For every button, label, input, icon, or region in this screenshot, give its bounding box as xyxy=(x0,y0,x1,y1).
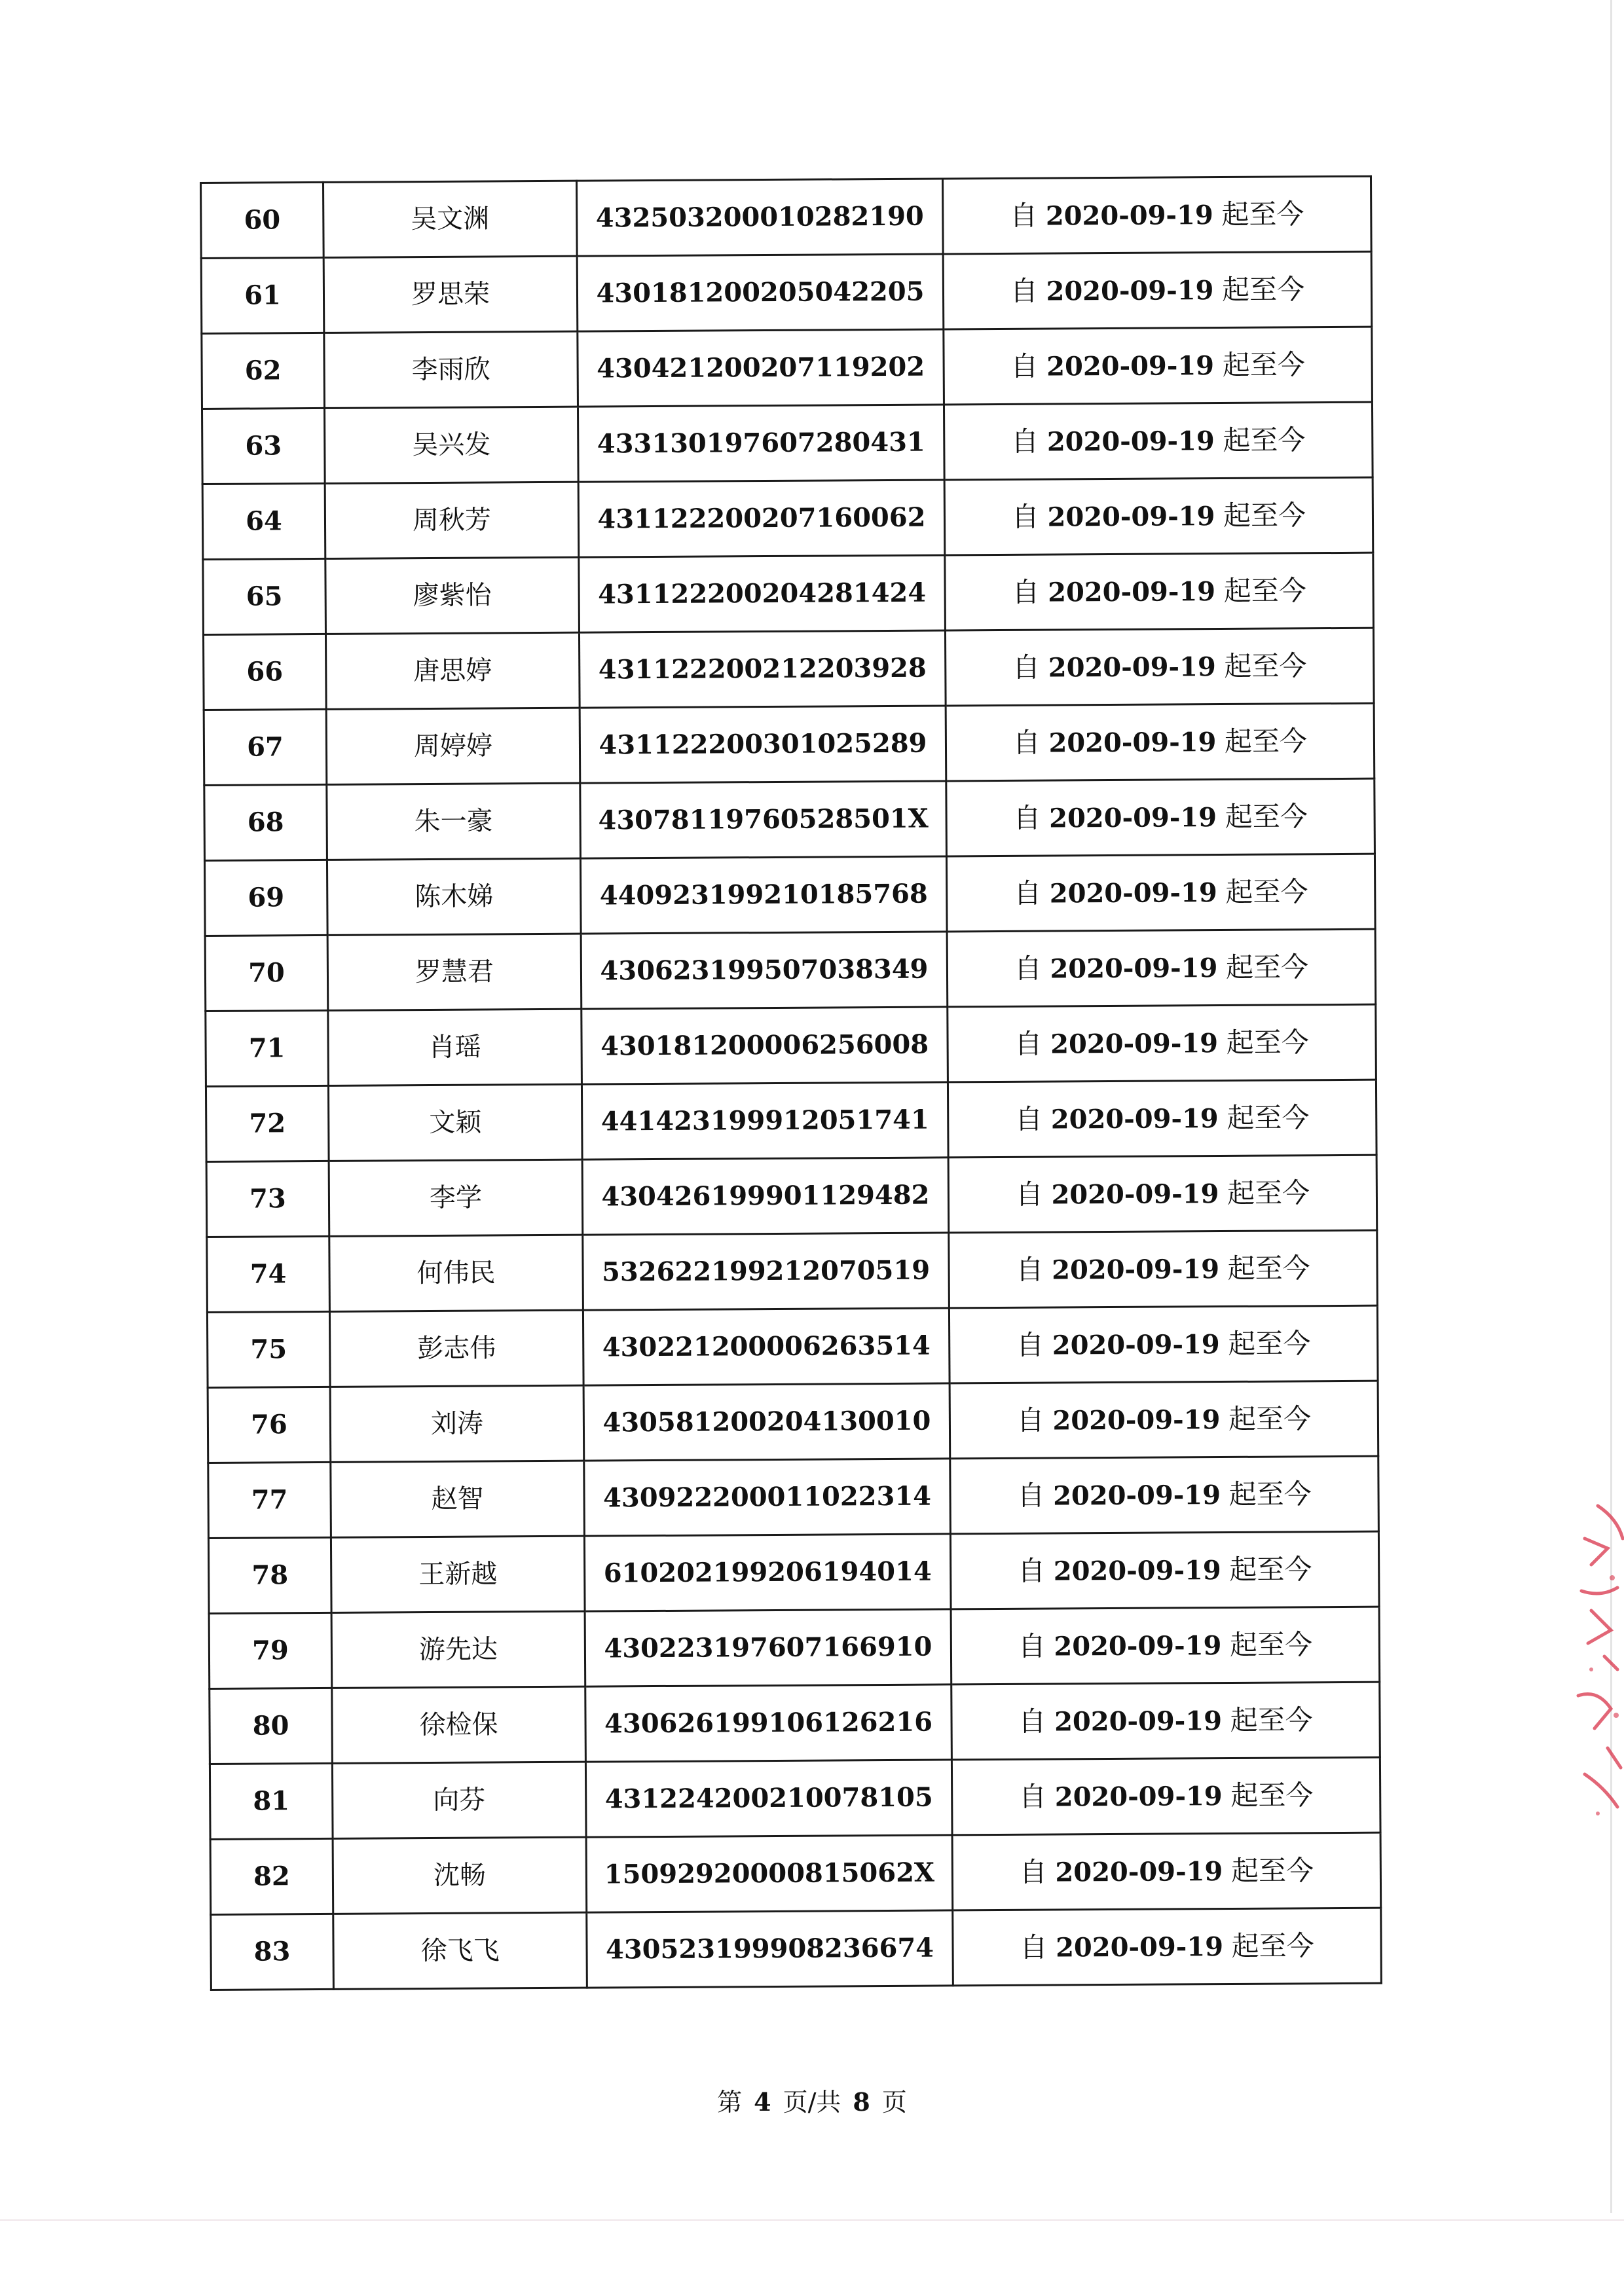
period-date: 2020-09-19 xyxy=(1053,1480,1221,1512)
period-cell xyxy=(948,1155,1377,1233)
table-row xyxy=(210,1757,1380,1839)
table-row xyxy=(208,1381,1378,1463)
table-row xyxy=(204,778,1375,860)
name-cell: 徐检保 xyxy=(332,1686,586,1763)
period-date: 2020-09-19 xyxy=(1054,1630,1222,1662)
period-suffix: 起至今 xyxy=(1221,198,1304,231)
period-suffix: 起至今 xyxy=(1223,424,1306,457)
period-prefix: 自 xyxy=(1014,1027,1043,1060)
name-cell: 罗慧君 xyxy=(327,934,581,1010)
period-prefix: 自 xyxy=(1016,1404,1044,1436)
page-prefix: 第 xyxy=(717,2088,743,2117)
table-row xyxy=(203,628,1374,710)
id-number-cell: 430223197607166910 xyxy=(585,1609,951,1686)
period-date: 2020-09-19 xyxy=(1051,1178,1219,1211)
table-row xyxy=(206,1004,1376,1086)
period-suffix: 起至今 xyxy=(1230,1854,1314,1887)
table-row xyxy=(209,1607,1380,1688)
row-number-cell: 78 xyxy=(208,1537,331,1613)
name-cell: 周婷婷 xyxy=(326,708,580,784)
id-number-cell: 441423199912051741 xyxy=(581,1082,948,1159)
current-page-number: 4 xyxy=(754,2087,771,2117)
period-prefix: 自 xyxy=(1018,1780,1047,1813)
period-suffix: 起至今 xyxy=(1226,1026,1309,1059)
name-cell: 陈木娣 xyxy=(327,858,581,935)
id-number-cell: 430181200205042205 xyxy=(577,254,944,331)
period-suffix: 起至今 xyxy=(1221,273,1305,306)
period-prefix: 自 xyxy=(1012,651,1041,683)
row-number-cell: 80 xyxy=(210,1688,333,1764)
row-number-cell: 76 xyxy=(208,1387,331,1463)
period-date: 2020-09-19 xyxy=(1052,1329,1220,1361)
row-number-cell: 83 xyxy=(211,1914,334,1990)
table-row xyxy=(205,929,1376,1011)
period-date: 2020-09-19 xyxy=(1046,426,1215,458)
name-cell: 廖紫怡 xyxy=(325,557,580,634)
name-cell: 吴兴发 xyxy=(324,407,578,483)
period-prefix: 自 xyxy=(1016,1328,1044,1361)
row-number-cell: 69 xyxy=(204,860,327,936)
period-cell xyxy=(948,1004,1376,1082)
table-row xyxy=(206,1155,1377,1237)
period-cell xyxy=(951,1682,1380,1760)
period-prefix: 自 xyxy=(1010,199,1038,232)
period-date: 2020-09-19 xyxy=(1052,1254,1220,1286)
red-seal-fragment xyxy=(1572,1499,1624,1827)
period-date: 2020-09-19 xyxy=(1048,576,1216,608)
period-suffix: 起至今 xyxy=(1224,725,1308,757)
row-number-cell: 73 xyxy=(206,1161,329,1237)
period-date: 2020-09-19 xyxy=(1049,802,1217,834)
period-cell xyxy=(950,1381,1378,1459)
period-prefix: 自 xyxy=(1018,1705,1046,1738)
period-prefix: 自 xyxy=(1015,1178,1043,1211)
scan-bottom-edge xyxy=(0,2219,1624,2221)
name-cell: 周秋芳 xyxy=(325,482,579,558)
period-prefix: 自 xyxy=(1013,877,1042,909)
table-row xyxy=(208,1531,1379,1613)
table-row xyxy=(204,854,1375,936)
period-date: 2020-09-19 xyxy=(1046,350,1215,382)
period-cell xyxy=(949,1305,1378,1383)
period-suffix: 起至今 xyxy=(1227,1176,1310,1209)
roster-table-wrapper xyxy=(200,175,1382,1991)
name-cell: 朱一豪 xyxy=(327,783,581,860)
page-footer xyxy=(0,2082,1624,2118)
id-number-cell: 431122200212203928 xyxy=(579,630,946,708)
row-number-cell: 68 xyxy=(204,784,327,860)
period-cell xyxy=(945,628,1374,706)
period-cell xyxy=(947,929,1376,1007)
row-number-cell: 66 xyxy=(203,634,326,710)
period-suffix: 起至今 xyxy=(1227,1252,1310,1285)
period-suffix: 起至今 xyxy=(1231,1929,1314,1962)
period-date: 2020-09-19 xyxy=(1048,727,1217,759)
period-cell xyxy=(946,778,1375,856)
name-cell: 沈畅 xyxy=(333,1837,587,1914)
period-cell xyxy=(952,1832,1381,1910)
total-pages-number: 8 xyxy=(853,2087,870,2117)
period-cell xyxy=(944,477,1373,555)
id-number-cell: 15092920000815062X xyxy=(586,1835,953,1912)
roster-table-body xyxy=(201,176,1382,1990)
id-number-cell: 430623199507038349 xyxy=(581,932,948,1009)
period-cell xyxy=(950,1456,1379,1534)
row-number-cell: 81 xyxy=(210,1763,333,1839)
id-number-cell: 430626199106126216 xyxy=(585,1685,952,1762)
row-number-cell: 65 xyxy=(203,558,326,634)
table-row xyxy=(202,402,1373,484)
period-prefix: 自 xyxy=(1012,575,1040,608)
id-number-cell: 610202199206194014 xyxy=(584,1534,951,1611)
period-cell xyxy=(946,703,1375,781)
period-prefix: 自 xyxy=(1011,500,1039,533)
row-number-cell: 64 xyxy=(202,483,325,559)
period-suffix: 起至今 xyxy=(1229,1628,1313,1661)
period-date: 2020-09-19 xyxy=(1052,1404,1221,1436)
scan-edge xyxy=(1610,0,1612,2213)
period-suffix: 起至今 xyxy=(1228,1478,1312,1510)
row-number-cell: 74 xyxy=(207,1236,330,1312)
id-number-cell: 430922200011022314 xyxy=(584,1459,951,1536)
period-suffix: 起至今 xyxy=(1230,1779,1314,1812)
table-row xyxy=(204,703,1375,785)
row-number-cell: 63 xyxy=(202,408,325,484)
id-number-cell: 431122200301025289 xyxy=(580,706,946,783)
name-cell: 李雨欣 xyxy=(324,331,578,408)
period-prefix: 自 xyxy=(1016,1253,1044,1286)
period-cell xyxy=(942,176,1371,254)
row-number-cell: 67 xyxy=(204,709,327,785)
row-number-cell: 82 xyxy=(210,1838,333,1914)
period-prefix: 自 xyxy=(1010,425,1039,458)
period-suffix: 起至今 xyxy=(1224,649,1307,683)
period-prefix: 自 xyxy=(1014,1102,1043,1135)
period-cell xyxy=(946,854,1375,932)
period-cell xyxy=(948,1080,1376,1157)
row-number-cell: 79 xyxy=(209,1613,332,1688)
period-suffix: 起至今 xyxy=(1228,1327,1311,1360)
period-suffix: 起至今 xyxy=(1225,800,1308,833)
table-row xyxy=(207,1230,1378,1312)
table-row xyxy=(208,1456,1379,1538)
page-middle: 页/共 xyxy=(783,2088,841,2117)
id-number-cell: 440923199210185768 xyxy=(580,856,947,934)
period-prefix: 自 xyxy=(1018,1630,1046,1662)
name-cell: 王新越 xyxy=(331,1536,585,1613)
period-suffix: 起至今 xyxy=(1229,1553,1312,1586)
period-prefix: 自 xyxy=(1020,1931,1048,1963)
id-number-cell: 431122200207160062 xyxy=(578,480,945,557)
table-row xyxy=(210,1832,1381,1914)
id-number-cell: 430523199908236674 xyxy=(587,1910,953,1988)
period-date: 2020-09-19 xyxy=(1046,275,1214,307)
period-date: 2020-09-19 xyxy=(1054,1705,1223,1738)
period-prefix: 自 xyxy=(1012,726,1041,759)
row-number-cell: 75 xyxy=(207,1311,330,1387)
name-cell: 赵智 xyxy=(331,1461,585,1537)
name-cell: 李学 xyxy=(329,1159,583,1236)
period-date: 2020-09-19 xyxy=(1045,200,1213,232)
period-suffix: 起至今 xyxy=(1227,1101,1310,1134)
period-date: 2020-09-19 xyxy=(1054,1781,1223,1813)
row-number-cell: 71 xyxy=(206,1010,329,1086)
name-cell: 文颖 xyxy=(328,1084,582,1161)
row-number-cell: 62 xyxy=(202,333,325,409)
period-prefix: 自 xyxy=(1013,801,1041,834)
name-cell: 游先达 xyxy=(331,1611,585,1688)
roster-table xyxy=(200,175,1382,1991)
row-number-cell: 77 xyxy=(208,1462,331,1538)
id-number-cell: 430426199901129482 xyxy=(582,1157,949,1235)
row-number-cell: 61 xyxy=(201,257,324,333)
period-suffix: 起至今 xyxy=(1225,951,1309,983)
name-cell: 肖瑶 xyxy=(328,1009,582,1085)
table-row xyxy=(201,251,1372,333)
period-date: 2020-09-19 xyxy=(1055,1856,1223,1888)
period-prefix: 自 xyxy=(1014,952,1042,985)
period-prefix: 自 xyxy=(1019,1855,1047,1888)
name-cell: 唐思婷 xyxy=(325,632,580,709)
period-date: 2020-09-19 xyxy=(1049,877,1217,909)
id-number-cell: 433130197607280431 xyxy=(578,405,944,482)
period-cell xyxy=(951,1757,1380,1835)
table-row xyxy=(210,1682,1380,1764)
name-cell: 罗思荣 xyxy=(323,256,578,333)
id-number-cell: 430221200006263514 xyxy=(583,1308,950,1385)
period-cell xyxy=(953,1908,1382,1986)
id-number-cell: 430581200204130010 xyxy=(583,1383,950,1461)
row-number-cell: 72 xyxy=(206,1085,329,1161)
period-suffix: 起至今 xyxy=(1230,1704,1313,1736)
row-number-cell: 70 xyxy=(205,935,328,1011)
name-cell: 彭志伟 xyxy=(329,1310,583,1387)
page-suffix: 页 xyxy=(881,2088,907,2117)
id-number-cell: 431122200204281424 xyxy=(579,555,946,632)
period-date: 2020-09-19 xyxy=(1053,1555,1221,1587)
period-date: 2020-09-19 xyxy=(1055,1931,1224,1963)
period-suffix: 起至今 xyxy=(1223,574,1306,608)
period-prefix: 自 xyxy=(1010,350,1039,382)
period-cell xyxy=(945,553,1374,630)
table-row xyxy=(202,477,1373,559)
table-row xyxy=(207,1305,1378,1387)
row-number-cell: 60 xyxy=(201,182,324,258)
table-row xyxy=(206,1080,1376,1161)
period-cell xyxy=(950,1531,1379,1609)
period-cell xyxy=(944,402,1373,480)
id-number-cell: 430181200006256008 xyxy=(581,1007,948,1084)
period-prefix: 自 xyxy=(1017,1554,1046,1587)
period-cell xyxy=(951,1607,1380,1685)
id-number-cell: 532622199212070519 xyxy=(583,1233,950,1310)
period-date: 2020-09-19 xyxy=(1050,1103,1219,1135)
name-cell: 向芬 xyxy=(332,1762,586,1838)
period-cell xyxy=(943,251,1372,329)
id-number-cell: 430421200207119202 xyxy=(578,329,944,407)
period-suffix: 起至今 xyxy=(1222,348,1305,382)
period-prefix: 自 xyxy=(1017,1479,1045,1512)
period-cell xyxy=(944,327,1373,405)
name-cell: 徐飞飞 xyxy=(333,1912,587,1989)
id-number-cell: 43078119760528501X xyxy=(580,781,947,858)
name-cell: 刘涛 xyxy=(330,1385,584,1462)
table-row xyxy=(203,553,1374,634)
id-number-cell: 432503200010282190 xyxy=(576,179,943,256)
period-suffix: 起至今 xyxy=(1228,1402,1312,1435)
period-prefix: 自 xyxy=(1010,274,1038,307)
period-date: 2020-09-19 xyxy=(1050,1028,1219,1060)
table-row xyxy=(202,327,1373,409)
period-date: 2020-09-19 xyxy=(1048,651,1216,683)
name-cell: 何伟民 xyxy=(329,1235,583,1311)
period-cell xyxy=(949,1230,1378,1308)
period-date: 2020-09-19 xyxy=(1047,501,1215,533)
id-number-cell: 431224200210078105 xyxy=(585,1760,952,1837)
name-cell: 吴文渊 xyxy=(323,181,578,257)
table-row xyxy=(211,1908,1382,1990)
table-row xyxy=(201,176,1372,258)
period-suffix: 起至今 xyxy=(1223,499,1306,532)
period-suffix: 起至今 xyxy=(1225,875,1308,908)
period-date: 2020-09-19 xyxy=(1050,953,1218,985)
